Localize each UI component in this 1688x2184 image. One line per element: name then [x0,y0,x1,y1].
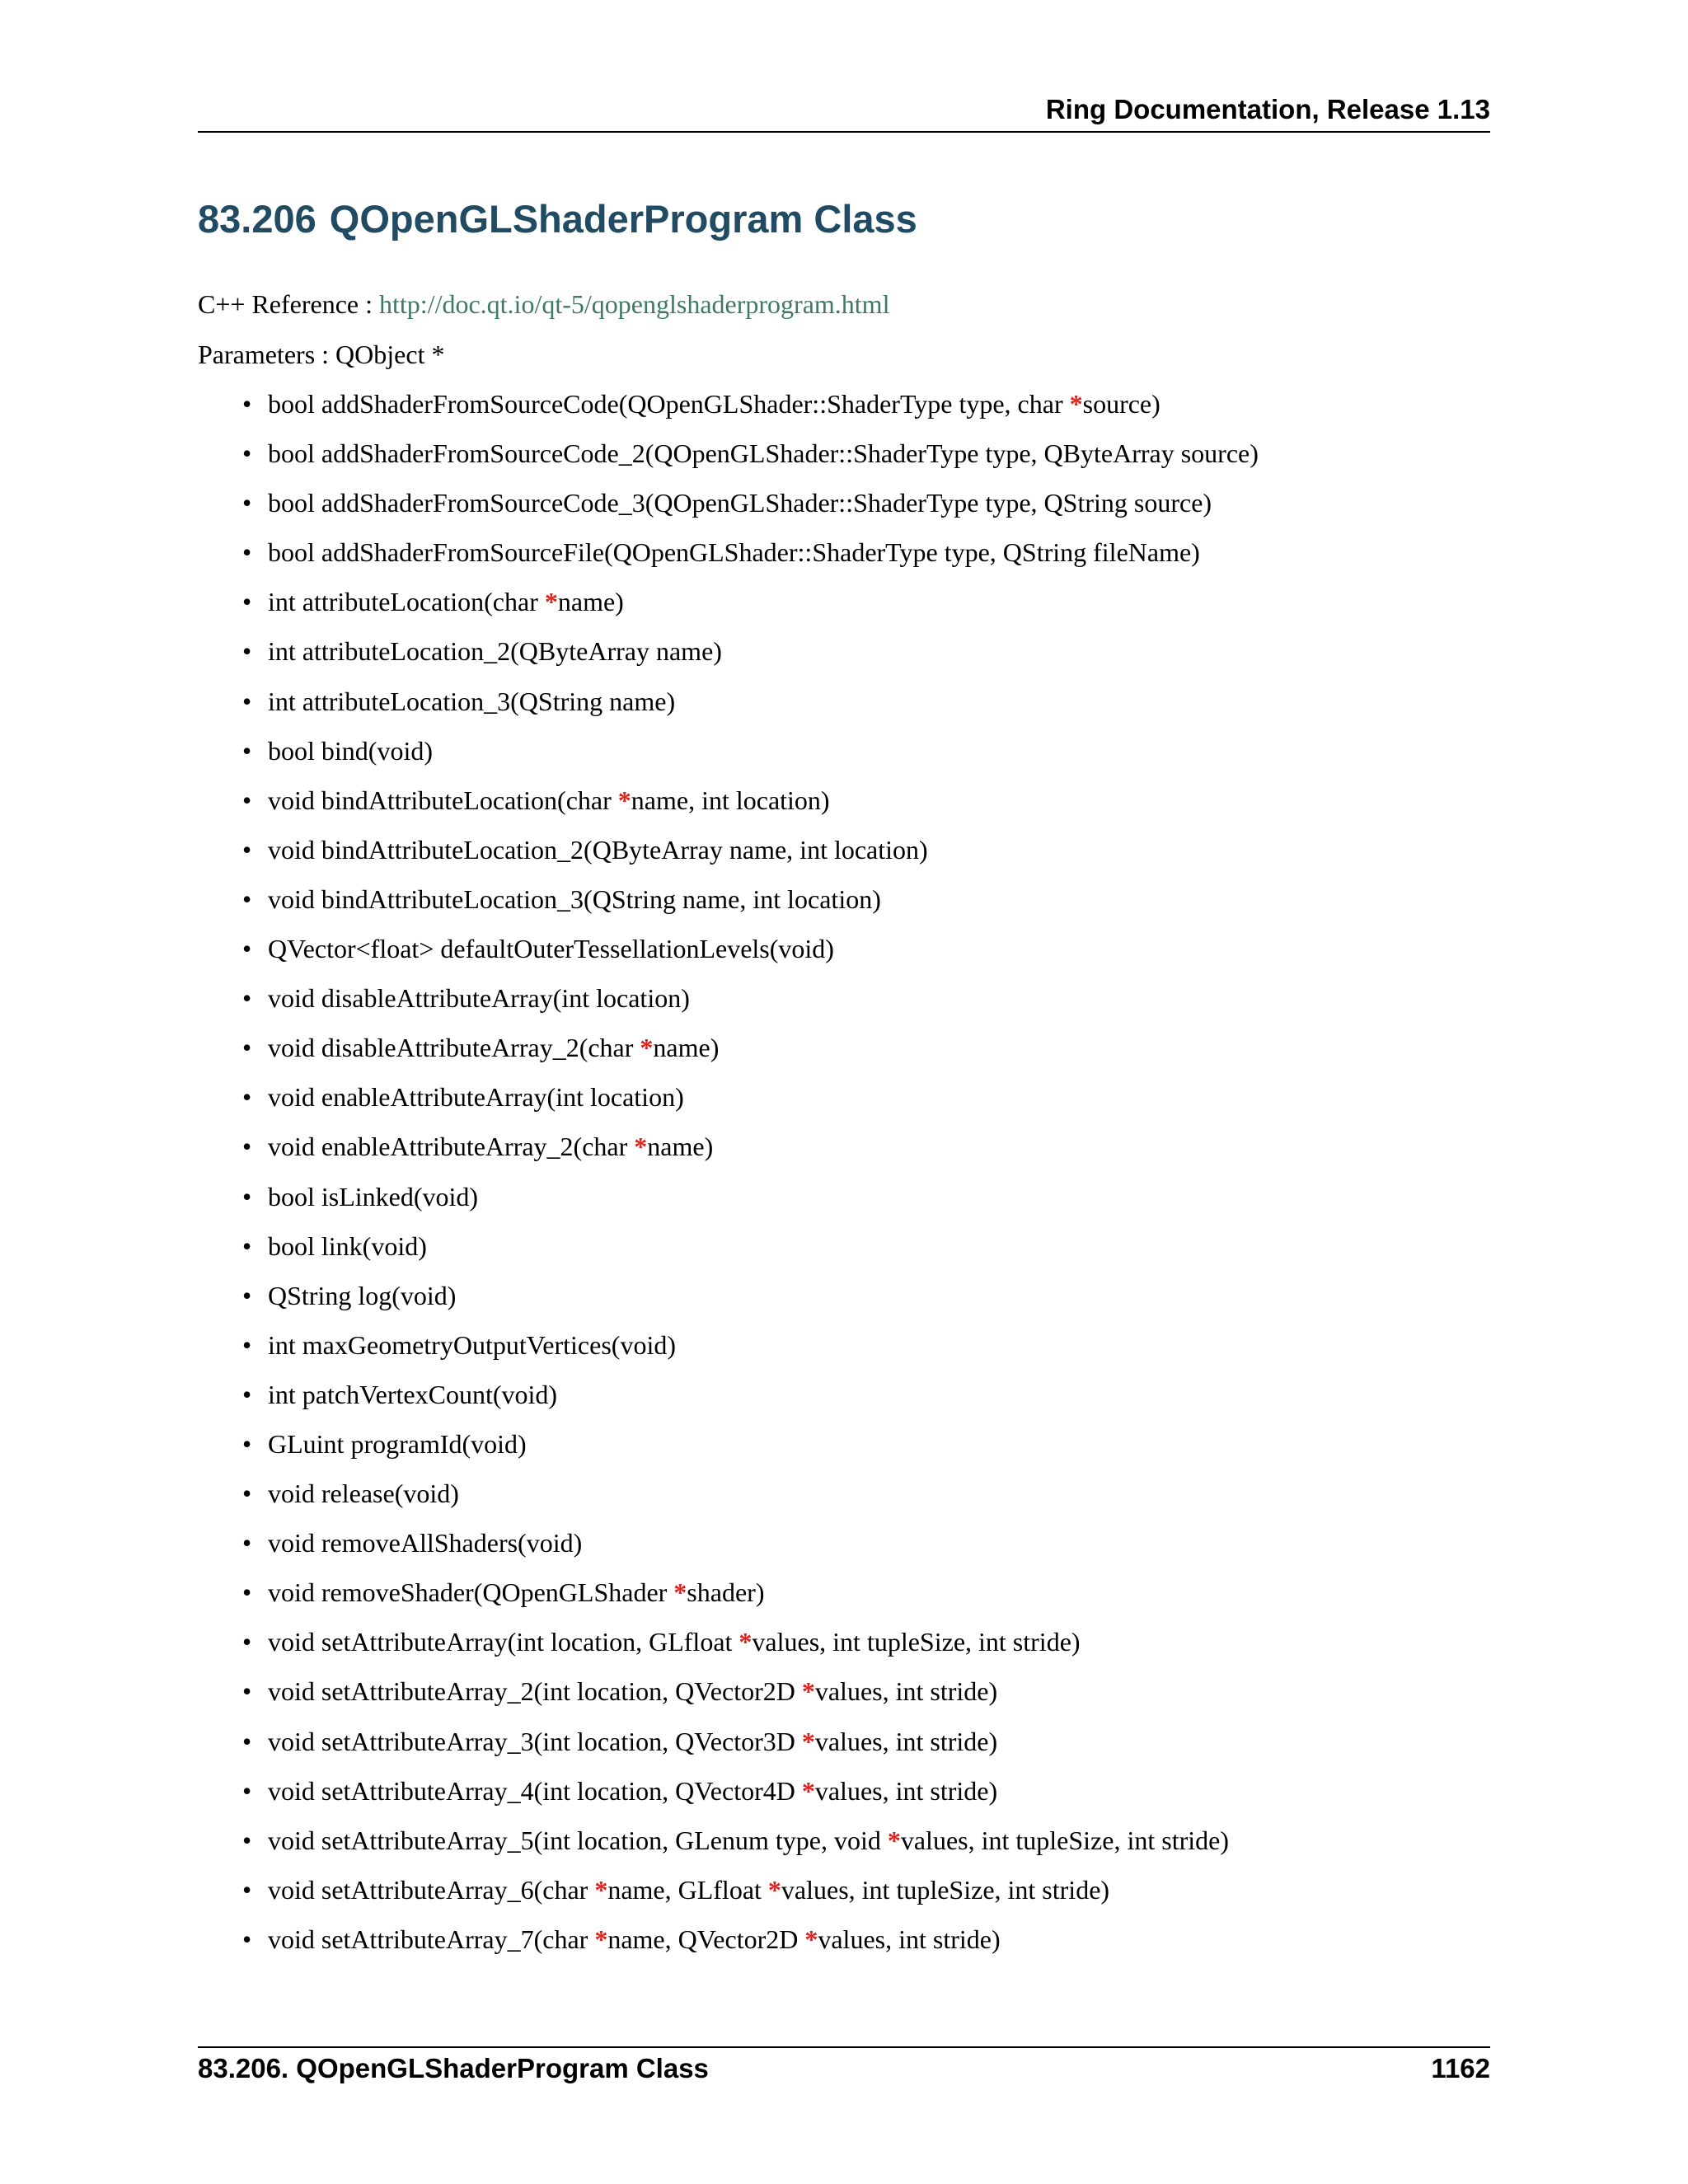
bullet-icon: • [242,1874,252,1905]
method-text: values, int stride) [814,1726,998,1756]
method-text: GLuint programId(void) [268,1428,527,1459]
method-text: values, int stride) [818,1924,1001,1954]
method-text: void setAttributeArray_6(char [268,1874,595,1905]
method-item [232,930,1259,980]
bullet-icon: • [242,1479,252,1509]
bullet-icon: • [242,537,252,568]
pointer-star: * [594,1924,608,1954]
method-text: values, int tupleSize, int stride) [752,1627,1081,1657]
method-item [232,485,1259,534]
pointer-star: * [738,1627,753,1657]
method-item [232,1475,1259,1525]
method-item [232,733,1259,782]
method-item [232,1079,1259,1128]
method-text: void disableAttributeArray(int location) [268,983,690,1014]
header-rule [198,131,1490,133]
method-text: int maxGeometryOutputVertices(void) [268,1329,676,1360]
method-text: void enableAttributeArray_2(char [268,1132,635,1162]
bullet-icon: • [242,587,252,617]
method-text: QVector<float> defaultOuterTessellationLevels(void) [268,934,834,964]
method-item [232,683,1259,733]
method-text: void setAttributeArray_3(int location, QVector3D [268,1726,802,1756]
method-text: int attributeLocation_3(QString name) [268,686,676,716]
pointer-star: * [544,587,558,617]
pointer-star: * [594,1874,608,1905]
pointer-star: * [801,1726,815,1756]
cpp-reference-link[interactable]: http://doc.qt.io/qt-5/qopenglshaderprogram.html [379,289,890,319]
bullet-icon: • [242,1577,252,1608]
bullet-icon: • [242,438,252,469]
bullet-icon: • [242,1181,252,1212]
method-list [232,386,1259,1971]
pointer-star: * [887,1825,901,1855]
method-item [232,1872,1259,1921]
bullet-icon: • [242,1132,252,1162]
bullet-icon: • [242,1627,252,1657]
method-item [232,1624,1259,1673]
cpp-reference-label: C++ Reference : [198,289,379,319]
method-text: bool addShaderFromSourceFile(QOpenGLShader::ShaderType type, QString fileName) [268,537,1200,568]
parameters-line: Parameters : QObject * [198,340,445,369]
method-text: name, GLfloat [607,1874,768,1905]
method-text: void removeShader(QOpenGLShader [268,1577,674,1608]
method-item [232,534,1259,583]
method-text: name) [647,1132,714,1162]
method-text: void setAttributeArray_4(int location, QVector4D [268,1775,802,1806]
method-text: bool addShaderFromSourceCode_2(QOpenGLShader::ShaderType type, QByteArray source) [268,438,1259,469]
method-item [232,1822,1259,1872]
method-text: void enableAttributeArray(int location) [268,1082,684,1113]
method-text: void bindAttributeLocation_3(QString name, int location) [268,883,881,914]
bullet-icon: • [242,1280,252,1310]
section-number: 83.206 [198,197,316,241]
method-text: void setAttributeArray(int location, GLfloat [268,1627,739,1657]
method-item [232,1525,1259,1574]
method-item [232,1673,1259,1722]
bullet-icon: • [242,1329,252,1360]
method-text: QString log(void) [268,1280,457,1310]
method-text: void setAttributeArray_5(int location, GLenum type, void [268,1825,888,1855]
method-text: bool isLinked(void) [268,1181,479,1212]
method-text: values, int tupleSize, int stride) [900,1825,1229,1855]
bullet-icon: • [242,488,252,518]
method-text: void release(void) [268,1479,459,1509]
bullet-icon: • [242,1033,252,1063]
method-item [232,1773,1259,1822]
method-item [232,1128,1259,1178]
method-text: void setAttributeArray_7(char [268,1924,595,1954]
method-item [232,583,1259,633]
method-item [232,1228,1259,1277]
bullet-icon: • [242,1825,252,1855]
bullet-icon: • [242,389,252,419]
bullet-icon: • [242,883,252,914]
bullet-icon: • [242,1428,252,1459]
method-item [232,1921,1259,1971]
method-item [232,832,1259,881]
cpp-reference [198,286,889,322]
method-item [232,1376,1259,1426]
bullet-icon: • [242,735,252,766]
method-text: name, int location) [631,785,830,815]
method-item [232,881,1259,930]
bullet-icon: • [242,1726,252,1756]
method-text: values, int stride) [814,1775,998,1806]
method-text: bool link(void) [268,1230,427,1261]
method-text: void removeAllShaders(void) [268,1528,583,1558]
pointer-star: * [634,1132,648,1162]
method-text: void bindAttributeLocation(char [268,785,618,815]
running-footer [198,2048,1490,2089]
section-title-text: QOpenGLShaderProgram Class [329,197,917,241]
method-text: values, int stride) [814,1676,998,1707]
bullet-icon: • [242,1379,252,1409]
method-item [232,633,1259,682]
method-item [232,980,1259,1029]
bullet-icon: • [242,1924,252,1954]
method-item [232,1574,1259,1624]
method-item [232,782,1259,832]
method-text: bool addShaderFromSourceCode_3(QOpenGLShader::ShaderType type, QString source) [268,488,1212,518]
method-text: bool bind(void) [268,735,433,766]
method-text: int attributeLocation(char [268,587,545,617]
method-item [232,1723,1259,1773]
section-title [198,194,917,244]
bullet-icon: • [242,1676,252,1707]
running-header: Ring Documentation, Release 1.13 [1045,94,1490,124]
method-item [232,1426,1259,1475]
pointer-star: * [801,1775,815,1806]
pointer-star: * [804,1924,818,1954]
method-item [232,435,1259,485]
method-text: name, QVector2D [607,1924,805,1954]
bullet-icon: • [242,983,252,1014]
pointer-star: * [1069,389,1083,419]
method-item [232,1029,1259,1079]
method-item [232,386,1259,435]
method-text: bool addShaderFromSourceCode(QOpenGLShader::ShaderType type, char [268,389,1070,419]
method-text: void bindAttributeLocation_2(QByteArray name, int location) [268,834,928,865]
method-item [232,1277,1259,1327]
bullet-icon: • [242,834,252,865]
pointer-star: * [767,1874,781,1905]
method-text: int attributeLocation_2(QByteArray name) [268,636,722,667]
bullet-icon: • [242,785,252,815]
bullet-icon: • [242,1082,252,1113]
method-text: int patchVertexCount(void) [268,1379,558,1409]
bullet-icon: • [242,636,252,667]
method-text: shader) [687,1577,765,1608]
method-item [232,1327,1259,1376]
bullet-icon: • [242,1775,252,1806]
method-text: values, int tupleSize, int stride) [781,1874,1110,1905]
method-text: void setAttributeArray_2(int location, QVector2D [268,1676,802,1707]
bullet-icon: • [242,686,252,716]
method-text: name) [653,1033,720,1063]
pointer-star: * [673,1577,687,1608]
bullet-icon: • [242,1528,252,1558]
method-text: source) [1082,389,1160,419]
method-text: name) [557,587,624,617]
footer-section-label: 83.206. QOpenGLShaderProgram Class [198,2053,709,2083]
page-number: 1162 [1431,2053,1490,2083]
pointer-star: * [640,1033,654,1063]
bullet-icon: • [242,934,252,964]
pointer-star: * [617,785,631,815]
method-text: void disableAttributeArray_2(char [268,1033,640,1063]
method-item [232,1179,1259,1228]
bullet-icon: • [242,1230,252,1261]
pointer-star: * [801,1676,815,1707]
